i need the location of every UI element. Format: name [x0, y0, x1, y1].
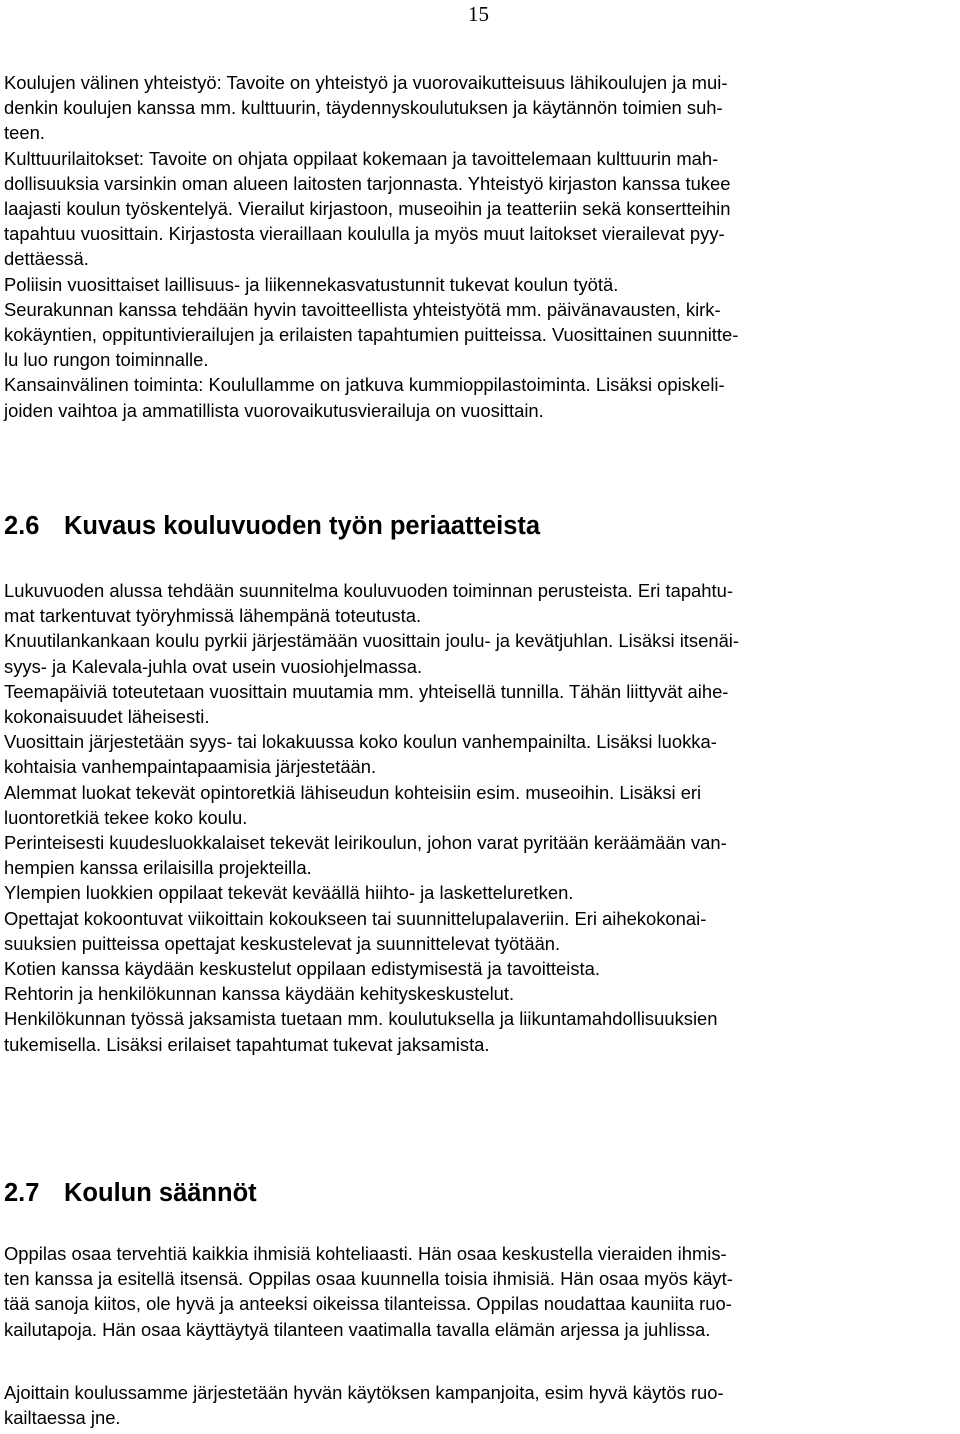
- text-line: dettäessä.: [4, 248, 89, 270]
- section-2-7-paragraph-1: [4, 1241, 949, 1342]
- text-line: Rehtorin ja henkilökunnan kanssa käydään kehityskeskustelut.: [4, 983, 515, 1005]
- text-line: Alemmat luokat tekevät opintoretkiä lähiseudun kohteisiin esim. museoihin. Lisäksi eri: [4, 781, 702, 803]
- text-line: kohtaisia vanhempaintapaamisia järjestetään.: [4, 756, 377, 778]
- text-line: Koulujen välinen yhteistyö: Tavoite on yhteistyö ja vuorovaikutteisuus lähikoulujen ja mui-: [4, 72, 728, 93]
- text-line: Kulttuurilaitokset: Tavoite on ohjata oppilaat kokemaan ja tavoittelemaan kulttuurin mah-: [4, 147, 719, 169]
- section-2-7-title: Koulun säännöt: [64, 1179, 257, 1207]
- text-line: Knuutilankankaan koulu pyrkii järjestämään vuosittain joulu- ja kevätjuhlan. Lisäksi itsenäi-: [4, 630, 740, 652]
- text-line: Kotien kanssa käydään keskustelut oppilaan edistymisestä ja tavoitteista.: [4, 958, 600, 980]
- text-line: kokäyntien, oppituntivierailujen ja erilaisten tapahtumien puitteissa. Vuosittainen suunnitte-: [4, 324, 739, 346]
- text-line: dollisuuksia varsinkin oman alueen laitosten tarjonnasta. Yhteistyö kirjaston kanssa tukee: [4, 172, 731, 194]
- text-line: tää sanoja kiitos, ole hyvä ja anteeksi oikeissa tilanteissa. Oppilas noudattaa kauniita ruo-: [4, 1293, 732, 1315]
- intro-paragraph: [4, 70, 949, 423]
- text-line: Vuosittain järjestetään syys- tai lokakuussa koko koulun vanhempainilta. Lisäksi luokka-: [4, 731, 717, 753]
- text-line: Ajoittain koulussamme järjestetään hyvän käytöksen kampanjoita, esim hyvä käytös ruo-: [4, 1382, 724, 1403]
- text-line: denkin koulujen kanssa mm. kulttuurin, täydennyskoulutuksen ja käytännön toimien suh-: [4, 97, 723, 119]
- section-2-6-body: [4, 578, 949, 1057]
- page-number: 15: [468, 2, 489, 26]
- section-2-6-title: Kuvaus kouluvuoden työn periaatteista: [64, 512, 541, 540]
- text-line: suuksien puitteissa opettajat keskustelevat ja suunnittelevat työtään.: [4, 932, 561, 954]
- section-2-7-heading: [4, 1178, 257, 1208]
- text-line: Opettajat kokoontuvat viikoittain kokoukseen tai suunnittelupalaveriin. Eri aihekokonai-: [4, 907, 707, 929]
- text-line: Ylempien luokkien oppilaat tekevät keväällä hiihto- ja lasketteluretken.: [4, 882, 574, 904]
- text-line: syys- ja Kalevala-juhla ovat usein vuosiohjelmassa.: [4, 655, 423, 677]
- text-line: Oppilas osaa tervehtiä kaikkia ihmisiä kohteliaasti. Hän osaa keskustella vieraiden ihmis-: [4, 1243, 727, 1264]
- text-line: joiden vaihtoa ja ammatillista vuorovaikutusvierailuja on vuosittain.: [4, 399, 544, 421]
- text-line: luontoretkiä tekee koko koulu.: [4, 806, 248, 828]
- section-2-6-number: 2.6: [4, 512, 40, 540]
- text-line: mat tarkentuvat työryhmissä lähempänä toteutusta.: [4, 605, 422, 627]
- text-line: hempien kanssa erilaisilla projekteilla.: [4, 857, 312, 879]
- section-2-7-number: 2.7: [4, 1179, 40, 1207]
- text-line: Poliisin vuosittaiset laillisuus- ja liikennekasvatustunnit tukevat koulun työtä.: [4, 273, 619, 295]
- text-line: laajasti koulun työskentelyä. Vierailut kirjastoon, museoihin ja teatteriin sekä konsertteihin: [4, 198, 731, 220]
- section-2-7-paragraph-2: [4, 1380, 949, 1430]
- text-line: Seurakunnan kanssa tehdään hyvin tavoitteellista yhteistyötä mm. päivänavausten, kirk-: [4, 298, 721, 320]
- text-line: Lukuvuoden alussa tehdään suunnitelma kouluvuoden toiminnan perusteista. Eri tapahtu-: [4, 580, 733, 601]
- text-line: lu luo rungon toiminnalle.: [4, 349, 209, 371]
- text-line: tapahtuu vuosittain. Kirjastosta vieraillaan koululla ja myös muut laitokset vierailevat pyy-: [4, 223, 725, 245]
- text-line: Perinteisesti kuudesluokkalaiset tekevät leirikoulun, johon varat pyritään keräämään van-: [4, 832, 727, 854]
- text-line: ten kanssa ja esitellä itsensä. Oppilas osaa kuunnella toisia ihmisiä. Hän osaa myös käyt-: [4, 1268, 733, 1290]
- text-line: kokonaisuudet läheisesti.: [4, 706, 210, 728]
- text-line: Teemapäiviä toteutetaan vuosittain muutamia mm. yhteisellä tunnilla. Tähän liittyvät aihe-: [4, 680, 729, 702]
- text-line: teen.: [4, 122, 45, 144]
- text-line: kailutapoja. Hän osaa käyttäytyä tilanteen vaatimalla tavalla elämän arjessa ja juhlissa.: [4, 1318, 711, 1340]
- text-line: kailtaessa jne.: [4, 1407, 121, 1429]
- text-line: Henkilökunnan työssä jaksamista tuetaan mm. koulutuksella ja liikuntamahdollisuuksien: [4, 1008, 718, 1030]
- text-line: Kansainvälinen toiminta: Koulullamme on jatkuva kummioppilastoiminta. Lisäksi opiskeli-: [4, 374, 725, 396]
- section-2-6-heading: [4, 511, 540, 541]
- text-line: tukemisella. Lisäksi erilaiset tapahtumat tukevat jaksamista.: [4, 1033, 490, 1055]
